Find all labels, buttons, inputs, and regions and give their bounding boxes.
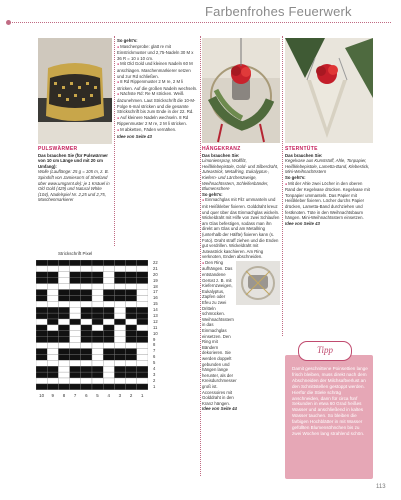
chart-row-label: 14 [153, 307, 158, 313]
chart-cell [70, 354, 81, 360]
chart-cell [70, 295, 81, 301]
chart-cell [70, 349, 81, 355]
chart-cell [47, 343, 58, 349]
chart-cell [103, 266, 114, 272]
chart-cell [137, 260, 148, 266]
chart-cell [92, 266, 103, 272]
chart-cell [81, 307, 92, 313]
chart-cell [92, 343, 103, 349]
chart-col-label: 3 [118, 393, 122, 398]
chart-cell [58, 343, 69, 349]
chart-cell [81, 354, 92, 360]
chart-cell [92, 372, 103, 378]
chart-cell [81, 366, 92, 372]
chart-cell [114, 372, 125, 378]
chart-cell [137, 290, 148, 296]
chart-cell [81, 343, 92, 349]
chart-cell [70, 325, 81, 331]
chart-cell [58, 295, 69, 301]
chart-cell [114, 307, 125, 313]
chart-cell [58, 278, 69, 284]
sterntuete-title: STERNTÜTE [285, 146, 318, 152]
header-rule [8, 22, 391, 23]
chart-cell [92, 378, 103, 384]
chart-cell [36, 295, 47, 301]
chart-row-label: 10 [153, 330, 158, 336]
chart-cell [103, 319, 114, 325]
chart-cell [126, 349, 137, 355]
chart-cell [81, 360, 92, 366]
chart-col-label: 9 [51, 393, 54, 398]
chart-cell [137, 343, 148, 349]
chart-cell [137, 319, 148, 325]
chart-cell [114, 325, 125, 331]
chart-cell [103, 272, 114, 278]
chart-cell [126, 266, 137, 272]
chart-cell [81, 272, 92, 278]
chart-cell [47, 378, 58, 384]
chart-row-label: 12 [153, 318, 158, 324]
chart-cell [137, 349, 148, 355]
chart-cell [137, 284, 148, 290]
steps-head: So geht's: [117, 38, 138, 43]
chart-cell [36, 313, 47, 319]
chart-cell [103, 307, 114, 313]
chart-cell [103, 384, 114, 390]
chart-cell [36, 272, 47, 278]
chart-cell [103, 337, 114, 343]
chart-row-label: 6 [153, 354, 156, 360]
chart-cell [126, 260, 137, 266]
chart-cell [70, 366, 81, 372]
sterntuete-materials: Kegelvase aus Kunststoff, Ahle, Tonpapier, Heißklebepistole, Lametta-Band, Klebestick, Mini-Weihnachtsstern [285, 158, 370, 175]
chart-row-label: 17 [153, 289, 158, 295]
chart-row-label: 21 [153, 265, 158, 271]
chart-cell [70, 378, 81, 384]
chart-cell [137, 354, 148, 360]
chart-row-label: 9 [153, 336, 156, 342]
chart-cell [47, 301, 58, 307]
chart-cell [58, 331, 69, 337]
chart-cell [137, 360, 148, 366]
chart-cell [70, 284, 81, 290]
chart-cell [92, 278, 103, 284]
chart-cell [70, 290, 81, 296]
chart-cell [103, 260, 114, 266]
chart-title: Strickschrift Pixel [58, 251, 93, 256]
step-item: ● Maschenprobe: glatt re mit Einstrickmuster und 2,75-Nadeln 30 M x 36 R = 10 x 10 cm. [117, 44, 198, 62]
chart-cell [114, 284, 125, 290]
chart-cell [126, 307, 137, 313]
chart-cell [58, 260, 69, 266]
step-item: ● 8 Rd Rippenmuster 2 M re, 2 M li stricken. Auf die großen Nadeln wechseln. [117, 79, 198, 91]
chart-cell [103, 349, 114, 355]
chart-cell [58, 349, 69, 355]
chart-cell [58, 378, 69, 384]
chart-cell [47, 354, 58, 360]
chart-cell [36, 266, 47, 272]
chart-cell [81, 266, 92, 272]
chart-cell [103, 284, 114, 290]
chart-cell [58, 313, 69, 319]
chart-cell [81, 278, 92, 284]
chart-row-label: 5 [153, 360, 156, 366]
step-item: ● Nächste Rd: Re M stricken. Weiß dazunehmen. Laut Strickschrift die 10-M-Folge 6-mal stricken und die gesamte Strickschrift bis zum Ende in der 22. Rd. [117, 91, 198, 114]
chart-cell [137, 313, 148, 319]
chart-col-label: 10 [39, 393, 45, 398]
chart-cell [92, 366, 103, 372]
chart-cell [81, 284, 92, 290]
chart-cell [114, 301, 125, 307]
pulswaermer-sub: Das brauchen Sie (für Pulswärmer von 10 cm Länge und mit 20 cm Umfang): [38, 152, 108, 169]
haengekranz-sub: Das brauchen Sie: [202, 152, 240, 158]
chart-cell [103, 331, 114, 337]
chart-cell [70, 313, 81, 319]
chart-cell [114, 278, 125, 284]
chart-cell [92, 349, 103, 355]
chart-cell [58, 290, 69, 296]
chart-cell [92, 307, 103, 313]
pulswaermer-section [38, 147, 112, 203]
chart-cell [103, 290, 114, 296]
chart-cell [81, 372, 92, 378]
chart-cell [137, 278, 148, 284]
chart-cell [58, 325, 69, 331]
chart-col-label: 8 [62, 393, 66, 398]
chart-cell [92, 384, 103, 390]
chart-cell [114, 260, 125, 266]
chart-cell [36, 325, 47, 331]
chart-row-label: 13 [153, 313, 158, 319]
chart-cell [137, 378, 148, 384]
chart-cell [114, 266, 125, 272]
chart-cell [114, 384, 125, 390]
chart-cell [58, 266, 69, 272]
chart-cell [81, 331, 92, 337]
chart-cell [81, 384, 92, 390]
chart-row-label: 7 [153, 348, 156, 354]
chart-col-labels [36, 393, 148, 398]
chart-cell [114, 343, 125, 349]
sterntuete-sub: Das brauchen Sie: [285, 152, 323, 158]
chart-cell [36, 343, 47, 349]
tipp-text: Damit geschnittene Poinsettien lange frisch bleiben, muss direkt nach dem Abschneiden der Milchsaftverlust an den Schnittstellen gestoppt werden. Hierfür die Stiele schräg anschneiden, dann für circa fünf Sekunden in etwa 60 Grad heißes Wasser und anschließend in kaltes Wasser tauchen. So bleiben die farbigen Hochblätter in mit Wasser gefüllten Blumensöhnchen bis zu zwei Wochen lang strahlend schön. [292, 366, 368, 436]
column-divider [200, 36, 201, 476]
chart-cell [92, 360, 103, 366]
chart-cell [137, 337, 148, 343]
chart-cell [47, 284, 58, 290]
haengekranz-head: So geht's: [202, 191, 223, 197]
chart-cell [47, 325, 58, 331]
sterntuete-photo [285, 38, 373, 143]
chart-cell [58, 319, 69, 325]
chart-cell [137, 331, 148, 337]
chart-cell [47, 337, 58, 343]
chart-cell [81, 319, 92, 325]
chart-cell [137, 372, 148, 378]
haengekranz-materials: Limonienspray, Wollfilz, Heißklebepistole, Gold- und Silberdraht, Juteastrick, Metallring, Eukalyptus-, Kiefern- und Lärchenzweige, Weihnachtsstern, Schleifenbänder, Blumenschere [202, 158, 279, 192]
chart-cell [137, 325, 148, 331]
chart-row-label: 2 [153, 377, 156, 383]
chart-cell [114, 319, 125, 325]
column-divider [282, 36, 283, 336]
chart-cell [36, 354, 47, 360]
chart-cell [58, 301, 69, 307]
chart-cell [81, 301, 92, 307]
chart-cell [81, 290, 92, 296]
chart-cell [126, 343, 137, 349]
chart-cell [114, 290, 125, 296]
chart-cell [70, 301, 81, 307]
chart-row-label: 11 [153, 324, 158, 330]
chart-cell [58, 337, 69, 343]
chart-cell [47, 295, 58, 301]
chart-cell [126, 325, 137, 331]
chart-cell [137, 301, 148, 307]
chart-cell [47, 272, 58, 278]
chart-cell [103, 295, 114, 301]
chart-cell [47, 360, 58, 366]
chart-cell [126, 337, 137, 343]
chart-cell [70, 278, 81, 284]
chart-cell [70, 343, 81, 349]
chart-cell [36, 319, 47, 325]
chart-cell [58, 284, 69, 290]
chart-cell [81, 313, 92, 319]
chart-cell [126, 354, 137, 360]
step-item: ● Mit Old Gold und kleinen Nadeln 60 M anschlagen. Maschenmarkierer setzen und zur Rd schließen. [117, 61, 198, 79]
chart-cell [70, 260, 81, 266]
chart-cell [36, 284, 47, 290]
chart-cell [126, 319, 137, 325]
chart-cell [70, 337, 81, 343]
chart-cell [126, 313, 137, 319]
chart-cell [137, 272, 148, 278]
chart-row-label: 8 [153, 342, 156, 348]
pulswaermer-title: PULSWÄRMER [38, 146, 78, 152]
chart-cell [114, 378, 125, 384]
chart-row-label: 3 [153, 371, 156, 377]
chart-cell [36, 366, 47, 372]
chart-cell [92, 337, 103, 343]
chart-cell [36, 384, 47, 390]
chart-cell [103, 366, 114, 372]
chart-col-label: 4 [107, 393, 110, 398]
haengekranz-section [202, 147, 280, 412]
chart-cell [47, 366, 58, 372]
chart-cell [47, 278, 58, 284]
chart-row-label: 22 [153, 260, 158, 265]
chart-cell [103, 354, 114, 360]
chart-cell [126, 360, 137, 366]
chart-cell [114, 331, 125, 337]
chart-cell [36, 260, 47, 266]
chart-cell [92, 260, 103, 266]
step-item: ● M abketten, Fäden vernähen. [117, 127, 198, 134]
chart-cell [137, 384, 148, 390]
chart-col-label: 5 [96, 393, 99, 398]
chart-cell [92, 295, 103, 301]
chart-cell [126, 372, 137, 378]
chart-cell [103, 325, 114, 331]
chart-cell [114, 360, 125, 366]
chart-cell [58, 384, 69, 390]
chart-row-label: 20 [153, 271, 158, 277]
chart-cell [58, 372, 69, 378]
wristwarmer-photo [38, 38, 112, 144]
chart-cell [126, 366, 137, 372]
chart-col-label: 2 [129, 393, 133, 398]
chart-cell [58, 366, 69, 372]
chart-cell [126, 384, 137, 390]
haengekranz-title: HÄNGEKRANZ [202, 146, 241, 152]
chart-cell [36, 337, 47, 343]
chart-cell [114, 272, 125, 278]
chart-cell [36, 360, 47, 366]
chart-cell [36, 301, 47, 307]
chart-col-label: 1 [141, 393, 144, 398]
chart-cell [47, 307, 58, 313]
chart-cell [47, 260, 58, 266]
chart-row-label: 16 [153, 295, 158, 301]
chart-cell [47, 384, 58, 390]
chart-row-label: 18 [153, 283, 158, 289]
chart-cell [137, 307, 148, 313]
chart-cell [92, 325, 103, 331]
chart-cell [70, 360, 81, 366]
chart-cell [126, 290, 137, 296]
chart-cell [114, 337, 125, 343]
chart-cell [114, 313, 125, 319]
wreath-detail-photo [236, 261, 280, 305]
chart-row-label: 19 [153, 277, 158, 283]
chart-cell [36, 372, 47, 378]
chart-cell [103, 343, 114, 349]
chart-cell [137, 366, 148, 372]
chart-cell [81, 349, 92, 355]
chart-cell [47, 319, 58, 325]
chart-cell [70, 272, 81, 278]
tipp-label: Tipp [298, 341, 352, 361]
chart-cell [70, 331, 81, 337]
chart-cell [81, 260, 92, 266]
chart-cell [137, 266, 148, 272]
chart-cell [70, 319, 81, 325]
chart-cell [81, 378, 92, 384]
chart-cell [103, 372, 114, 378]
chart-cell [58, 272, 69, 278]
column-divider [114, 36, 115, 246]
sterntuete-idea: Idee von Seite 43 [285, 220, 320, 226]
chart-cell [47, 313, 58, 319]
chart-cell [126, 378, 137, 384]
chart-cell [58, 354, 69, 360]
chart-cell [70, 266, 81, 272]
chart-cell [103, 278, 114, 284]
chart-cell [114, 366, 125, 372]
chart-col-label: 7 [73, 393, 77, 398]
chart-cell [92, 301, 103, 307]
chart-row-labels [153, 260, 158, 390]
chart-cell [70, 307, 81, 313]
chart-cell [103, 360, 114, 366]
chart-cell [126, 331, 137, 337]
chart-cell [126, 295, 137, 301]
chart-cell [47, 349, 58, 355]
chart-cell [47, 266, 58, 272]
haengekranz-step: ● Den Ring aufhängen. Das entstandene Gerüst z. B. mit Kiefernzweigen, Eukalyptus, Zapfen oder Efeu zu zwei Dritteln schmücken. Weihnachtsstern in das Einmachglas einsetzen. Den Ring mit Bändern dekorieren. Sie werden doppelt gebunden und hängen lange herunter, als der Kreisdurchmesser groß ist. Accessoires mit Golddraht in den Kranz hängen. [202, 260, 280, 406]
chart-cell [92, 313, 103, 319]
pulswaermer-materials: Wolle (Lauflänge: 25 g = 105 m, z. B. Spindrift von Jamieson's of Shetland über www.umgarnt.de): je 1 Knäuel in Old Gold (429) und Natural White (104), Nadelspiel Nr. 2,25 und 2,75, Maschenmarkierer [38, 169, 110, 203]
chart-cell [103, 301, 114, 307]
chart-cell [126, 272, 137, 278]
wreath-photo [202, 38, 280, 143]
chart-cell [114, 295, 125, 301]
chart-cell [58, 360, 69, 366]
chart-cell [47, 372, 58, 378]
steps-idea: Idee von Seite 43 [117, 133, 152, 139]
knit-chart-grid [36, 260, 148, 390]
chart-cell [36, 290, 47, 296]
chart-cell [114, 349, 125, 355]
chart-cell [36, 349, 47, 355]
steps-section [117, 38, 198, 139]
chart-cell [58, 307, 69, 313]
step-item: ● Auf kleinere Nadeln wechseln. 8 Rd Rippenmuster 2 M re, 2 M li stricken. [117, 115, 198, 127]
chart-cell [92, 331, 103, 337]
chart-cell [36, 278, 47, 284]
chart-cell [92, 319, 103, 325]
haengekranz-step: ● Einmachglas mit Filz ummanteln und mit Heißkleber fixieren. Golddraht kreuz und quer über das Einmachglas wickeln. Wickeldraht mit Hilfe von zwei Schlaufen am Glas befestigen, sodass man ihn direkt am Glas und am Metallring (unterhalb der Hälfte) fixieren kann (s. Foto). Draht straff ziehen und die Enden gut verdrillen. Wickeldraht mit Juteastrick kaschieren. Am Ring verknoten, Enden abschneiden. [202, 197, 280, 260]
chart-cell [92, 290, 103, 296]
chart-cell [126, 301, 137, 307]
sterntuete-head: So geht's: [285, 174, 306, 180]
chart-cell [92, 284, 103, 290]
chart-cell [36, 307, 47, 313]
haengekranz-idea: Idee von Seite 44 [202, 406, 237, 412]
chart-cell [81, 325, 92, 331]
chart-cell [92, 272, 103, 278]
chart-cell [103, 313, 114, 319]
chart-cell [126, 278, 137, 284]
chart-cell [114, 354, 125, 360]
chart-cell [47, 331, 58, 337]
page-title: Farbenfrohes Feuerwerk [205, 4, 352, 19]
sterntuete-step: ● Mit der Ahle zwei Löcher in den oberen Rand der Kegelvase drücken. Kegelvase mit Tonpapier ummanteln. Das Papier mit Heißkleber fixieren. Löcher durchs Papier drücken, Lametta-Band durchziehen und festknoten. Tüte in den Weihnachtsbaum hängen. Mini-Weihnachtsstern einsetzen. [285, 181, 373, 221]
chart-cell [70, 384, 81, 390]
chart-cell [47, 290, 58, 296]
chart-cell [103, 378, 114, 384]
sterntuete-section [285, 147, 373, 226]
chart-col-label: 6 [85, 393, 88, 398]
chart-cell [81, 337, 92, 343]
chart-cell [137, 295, 148, 301]
chart-cell [126, 284, 137, 290]
chart-cell [92, 354, 103, 360]
chart-cell [81, 295, 92, 301]
page-number: 113 [376, 484, 386, 490]
chart-row-label: 15 [153, 301, 158, 307]
chart-cell [70, 372, 81, 378]
chart-cell [36, 331, 47, 337]
chart-row-label: 4 [153, 366, 156, 372]
chart-cell [36, 378, 47, 384]
chart-row-label: 1 [153, 383, 156, 389]
